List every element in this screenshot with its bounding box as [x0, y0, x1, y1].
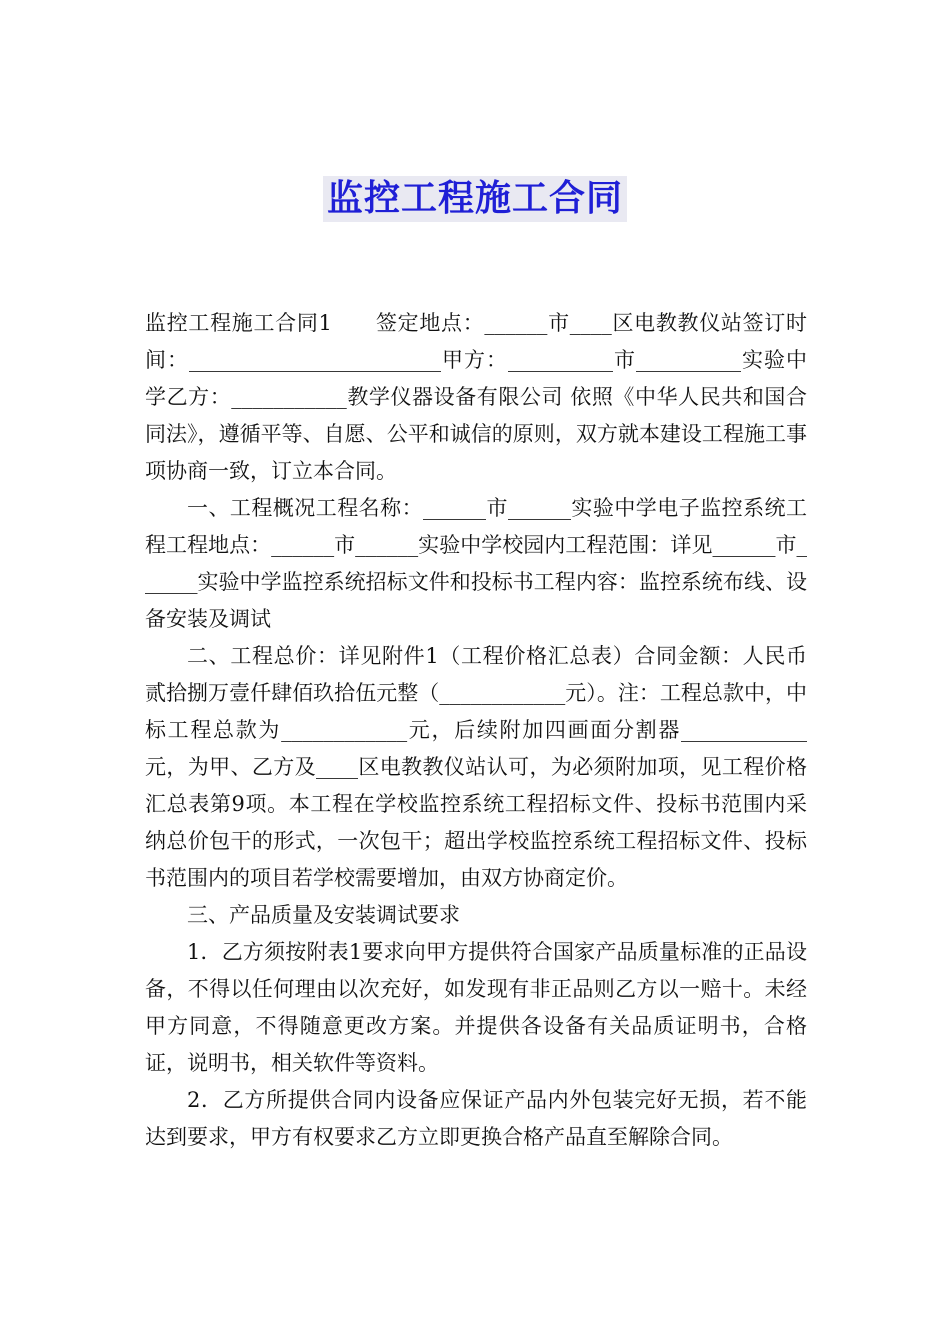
paragraph-section-1: 一、工程概况工程名称：______市______实验中学电子监控系统工程工程地点：______市______实验中学校园内工程范围：详见______市______实验中学监控系统招标文件和投标书工程内容：监控系统布线、设备安装及调试 [145, 496, 807, 631]
paragraph-section-2: 二、工程总价：详见附件1（工程价格汇总表）合同金额：人民币贰拾捌万壹仟肆佰玖拾伍元整（____________元）。注：工程总款中，中标工程总款为____________元，后续附加四画面分割器____________元，为甲、乙方及____区电教教仪站认可，为必须附加项，见工程价格汇总表第9项。本工程在学校监控系统工程招标文件、投标书范围内采纳总价包干的形式，一次包干；超出学校监控系统工程招标文件、投标书范围内的项目若学校需要增加，由双方协商定价。 [145, 644, 807, 890]
document-title: 监控工程施工合同 [323, 176, 627, 222]
title-container [0, 176, 950, 222]
paragraph-item-2: 2．乙方所提供合同内设备应保证产品内外包装完好无损，若不能达到要求，甲方有权要求乙方立即更换合格产品直至解除合同。 [145, 1088, 807, 1149]
paragraph-intro: 监控工程施工合同1 签定地点：______市____区电教教仪站签订时间：________________________甲方：__________市__________实验中学乙方：___________教学仪器设备有限公司 依照《中华人民共和国合同法》，遵循平等、自愿、公平和诚信的原则，双方就本建设工程施工事项协商一致，订立本合同。 [145, 311, 807, 483]
document-body [145, 305, 807, 1156]
paragraph-item-1: 1．乙方须按附表1要求向甲方提供符合国家产品质量标准的正品设备，不得以任何理由以次充好，如发现有非正品则乙方以一赔十。未经甲方同意，不得随意更改方案。并提供各设备有关品质证明书，合格证，说明书，相关软件等资料。 [145, 940, 807, 1075]
paragraph-section-3-heading: 三、产品质量及安装调试要求 [187, 903, 460, 927]
